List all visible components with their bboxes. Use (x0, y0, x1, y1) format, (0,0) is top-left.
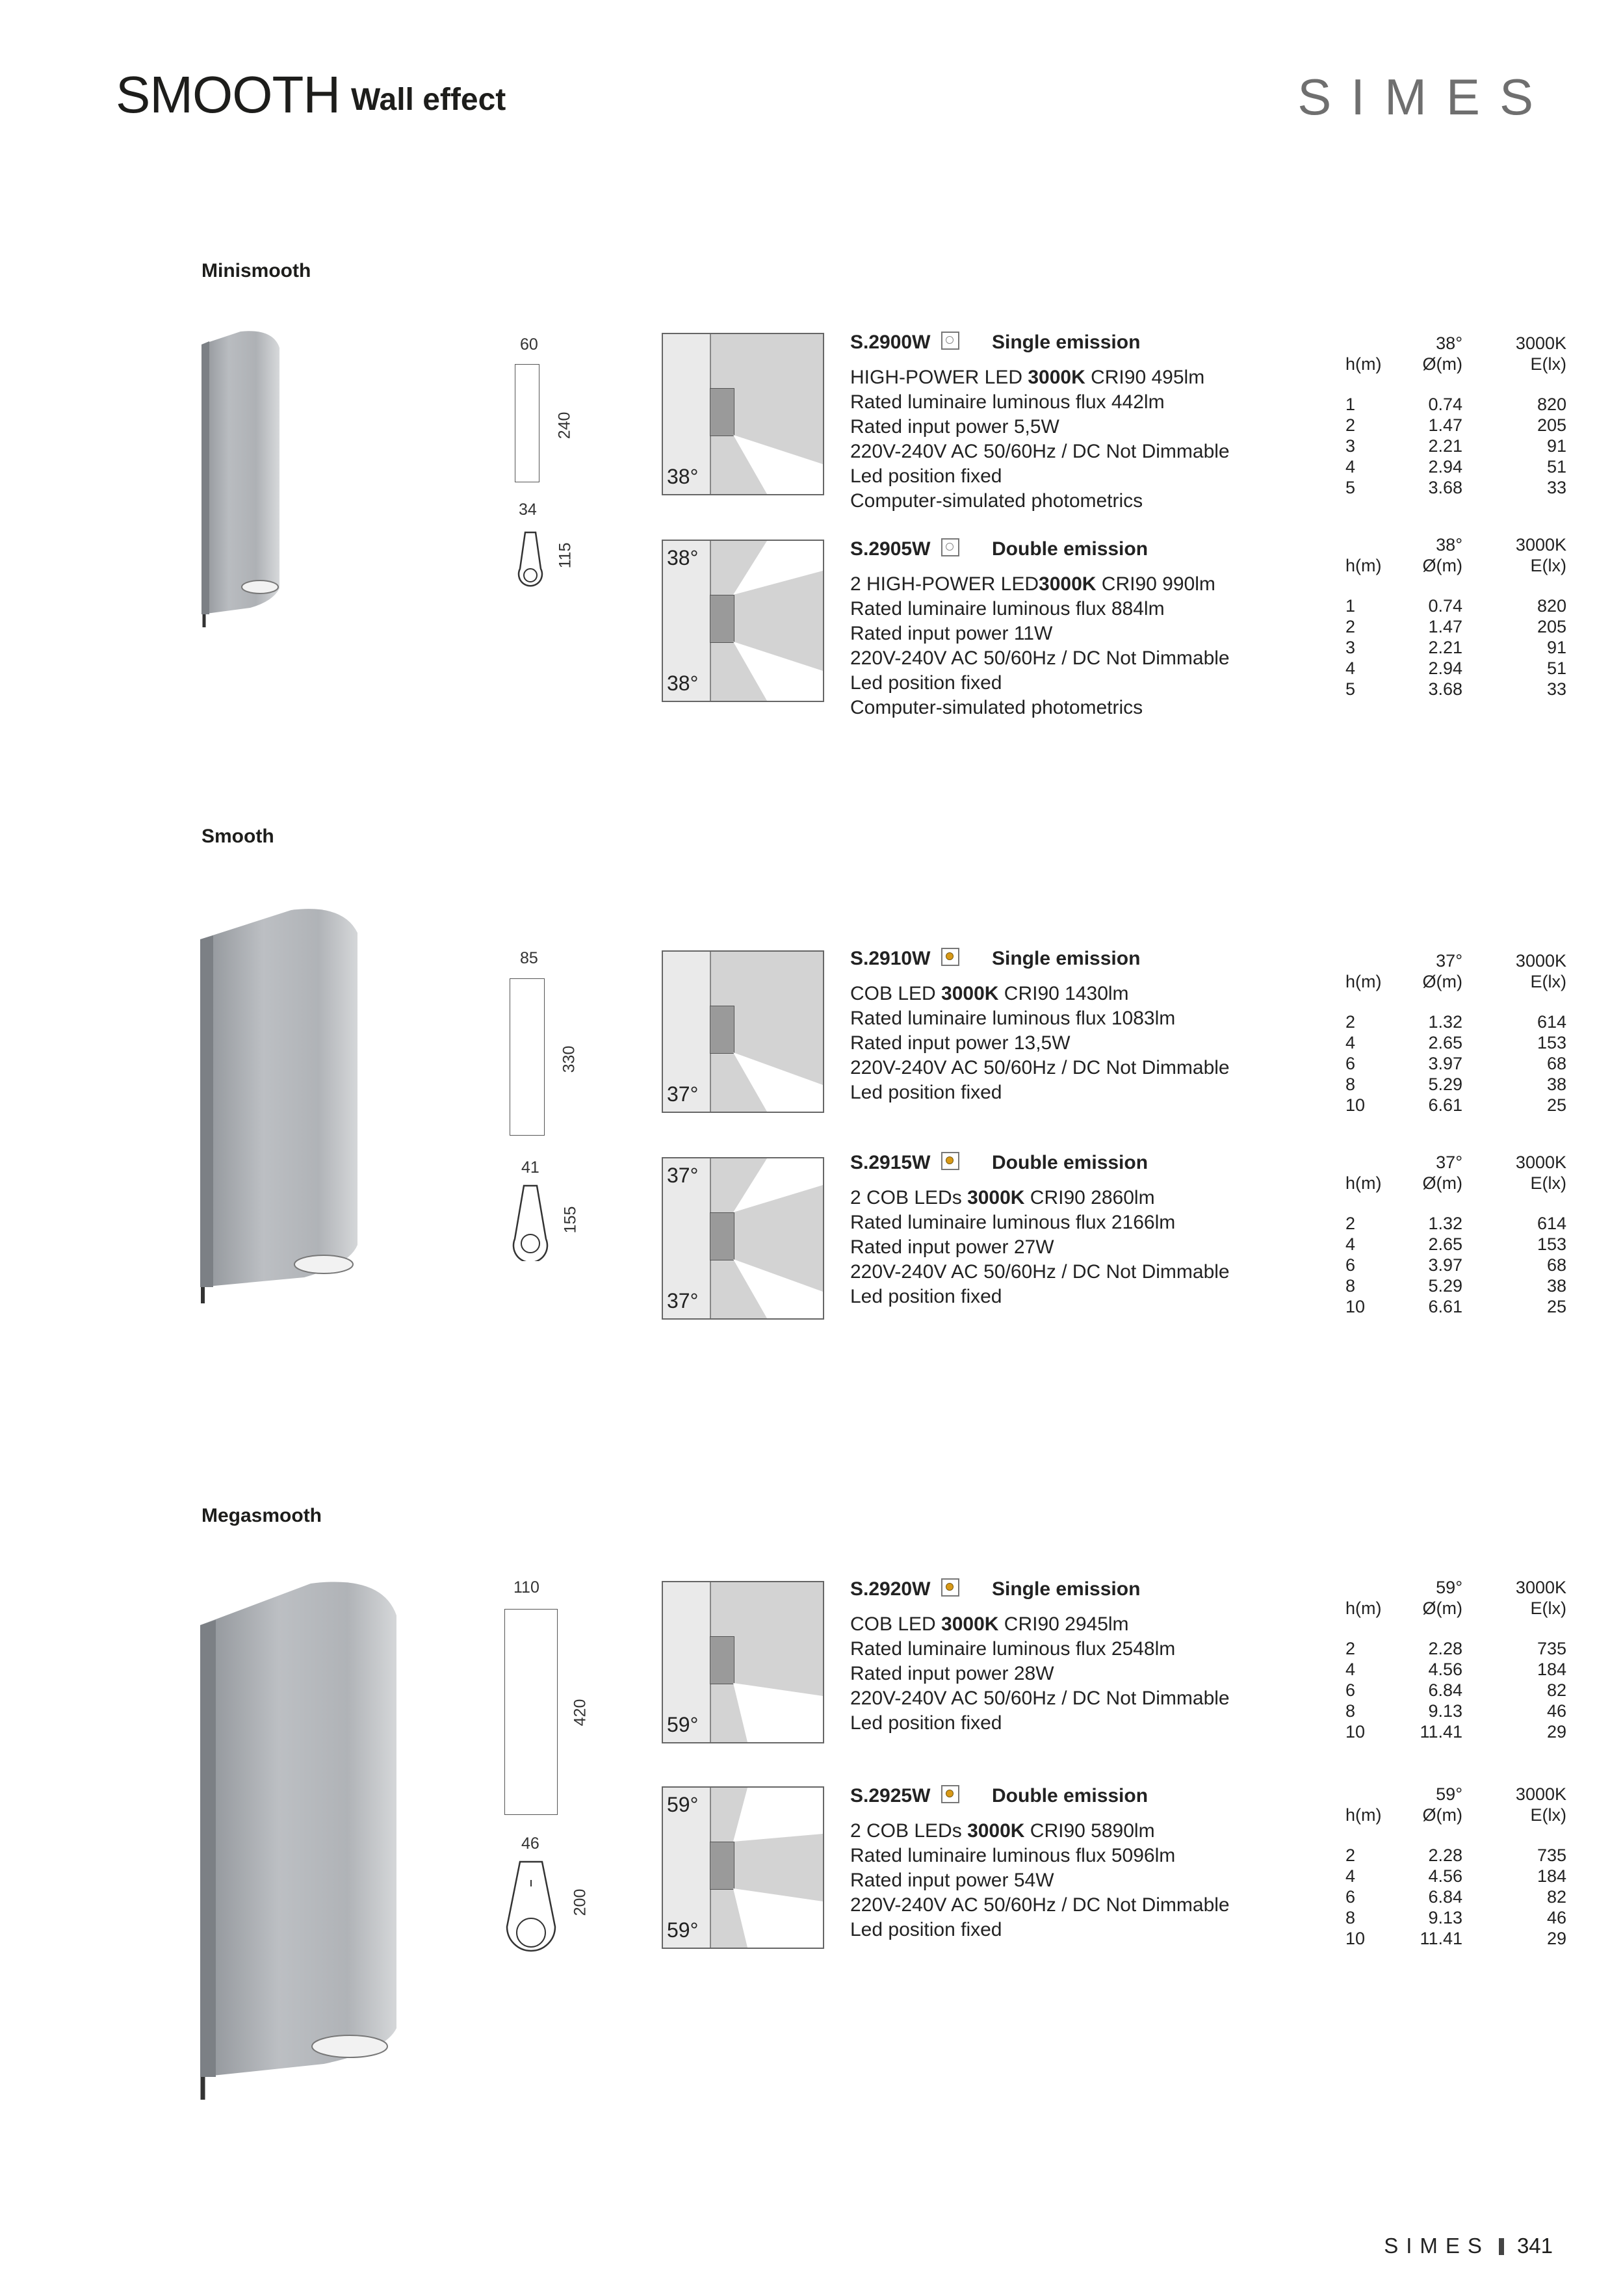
table-angle: 59° (1436, 1784, 1462, 1804)
side-dimension-outline (504, 1859, 558, 1957)
table-row: 4 2.94 51 (1345, 457, 1566, 476)
beam-angle-label: 37° (667, 1082, 699, 1106)
table-row: 3 2.21 91 (1345, 638, 1566, 657)
spec-line: Rated luminaire luminous flux 442lm (850, 391, 1165, 413)
spec-line: Led position fixed (850, 1919, 1002, 1940)
spec-cct: 3000K (941, 1613, 999, 1635)
table-angle: 37° (1436, 951, 1462, 971)
footer-brand: SIMES (1384, 2234, 1490, 2258)
table-row: 8 9.13 46 (1345, 1701, 1566, 1721)
table-d-label: Ø(m) (1422, 556, 1462, 575)
table-angle: 59° (1436, 1578, 1462, 1597)
product-code: S.2905W (850, 538, 931, 560)
product-spec-s2900w (850, 330, 1266, 514)
page-footer (1384, 2234, 1553, 2258)
photometric-table-s2915w (1345, 1152, 1566, 1317)
front-dimension-box (510, 978, 545, 1136)
spec-cct: 3000K (1039, 573, 1097, 595)
product-code: S.2915W (850, 1152, 931, 1173)
beam-angle-label: 38° (667, 465, 699, 488)
spec-line: 220V-240V AC 50/60Hz / DC Not Dimmable (850, 1057, 1230, 1078)
table-row: 3 2.21 91 (1345, 436, 1566, 456)
photometric-diagram-double (662, 1786, 824, 1949)
spec-flux: CRI90 495lm (1085, 367, 1205, 388)
side-dimension-outline (517, 530, 543, 588)
table-e-label: E(lx) (1530, 972, 1566, 991)
table-d-label: Ø(m) (1422, 354, 1462, 374)
table-h-label: h(m) (1345, 1173, 1382, 1193)
table-row: 4 4.56 184 (1345, 1866, 1566, 1886)
table-cct: 3000K (1515, 1153, 1566, 1172)
table-h-label: h(m) (1345, 1805, 1382, 1825)
spec-line: Rated input power 11W (850, 623, 1053, 644)
spec-flux: CRI90 2945lm (998, 1613, 1129, 1635)
table-angle: 37° (1436, 1153, 1462, 1172)
table-d-label: Ø(m) (1422, 1173, 1462, 1193)
spec-line: Led position fixed (850, 465, 1002, 487)
product-image-minismooth (195, 328, 286, 627)
beam-angle-label: 37° (667, 1289, 699, 1312)
beam-angle-label: 38° (667, 546, 699, 569)
beam-angle-label: 37° (667, 1164, 699, 1187)
footer-separator (1499, 2238, 1504, 2255)
brand-logo: SIMES (1297, 68, 1553, 125)
product-spec-s2925w (850, 1784, 1266, 1942)
table-cct: 3000K (1515, 333, 1566, 353)
photometric-diagram-single (662, 1581, 824, 1743)
cob-led-icon (941, 1578, 959, 1597)
table-row: 6 3.97 68 (1345, 1255, 1566, 1275)
table-e-label: E(lx) (1530, 1598, 1566, 1618)
cob-led-icon (941, 1152, 959, 1170)
spec-line: Rated luminaire luminous flux 2166lm (850, 1212, 1176, 1233)
table-row: 1 0.74 820 (1345, 395, 1566, 414)
spec-line: Rated input power 54W (850, 1870, 1054, 1891)
spec-source: 2 COB LEDs (850, 1187, 968, 1208)
spec-line: 220V-240V AC 50/60Hz / DC Not Dimmable (850, 1688, 1230, 1709)
table-row: 8 5.29 38 (1345, 1075, 1566, 1094)
spec-line: 220V-240V AC 50/60Hz / DC Not Dimmable (850, 1261, 1230, 1283)
photometric-diagram-single (662, 333, 824, 495)
product-code: S.2925W (850, 1785, 931, 1807)
table-row: 2 1.32 614 (1345, 1012, 1566, 1032)
table-cct: 3000K (1515, 535, 1566, 554)
table-row: 6 6.84 82 (1345, 1887, 1566, 1907)
table-d-label: Ø(m) (1422, 1598, 1462, 1618)
spec-line: Computer-simulated photometrics (850, 697, 1143, 718)
spec-cct: 3000K (941, 983, 999, 1004)
spec-line: Led position fixed (850, 1712, 1002, 1734)
product-code: S.2920W (850, 1578, 931, 1600)
spec-source: 2 COB LEDs (850, 1820, 968, 1842)
spec-flux: CRI90 990lm (1096, 573, 1215, 595)
table-h-label: h(m) (1345, 354, 1382, 374)
table-row: 10 11.41 29 (1345, 1722, 1566, 1742)
photometric-table-s2925w (1345, 1784, 1566, 1949)
table-row: 6 6.84 82 (1345, 1680, 1566, 1700)
spec-line: Rated luminaire luminous flux 2548lm (850, 1638, 1176, 1660)
dim-depth-width: 46 (521, 1834, 539, 1853)
photometric-table-s2905w (1345, 534, 1566, 699)
led-icon (941, 332, 959, 350)
product-code: S.2910W (850, 948, 931, 969)
table-row: 8 9.13 46 (1345, 1908, 1566, 1927)
spec-line: Led position fixed (850, 1286, 1002, 1307)
spec-source: COB LED (850, 1613, 942, 1635)
dim-height: 330 (560, 1045, 578, 1073)
table-row: 2 1.47 205 (1345, 617, 1566, 636)
product-spec-s2910w (850, 946, 1266, 1105)
spec-line: Rated luminaire luminous flux 884lm (850, 598, 1165, 620)
cob-led-icon (941, 1785, 959, 1803)
spec-source: COB LED (850, 983, 942, 1004)
product-image-smooth (194, 907, 363, 1303)
dim-depth: 115 (556, 542, 575, 569)
photometric-diagram-single (662, 950, 824, 1113)
page-number: 341 (1516, 2234, 1553, 2258)
table-row: 10 11.41 29 (1345, 1929, 1566, 1948)
table-row: 2 1.32 614 (1345, 1214, 1566, 1233)
spec-line: Rated input power 28W (850, 1663, 1054, 1684)
table-h-label: h(m) (1345, 556, 1382, 575)
dim-depth-width: 41 (521, 1158, 539, 1177)
table-row: 4 2.94 51 (1345, 659, 1566, 678)
spec-line: Rated luminaire luminous flux 5096lm (850, 1845, 1176, 1866)
table-row: 4 4.56 184 (1345, 1660, 1566, 1679)
table-row: 2 1.47 205 (1345, 415, 1566, 435)
spec-line: Rated luminaire luminous flux 1083lm (850, 1008, 1176, 1029)
table-row: 2 2.28 735 (1345, 1846, 1566, 1865)
section-title-minismooth: Minismooth (201, 260, 311, 281)
table-e-label: E(lx) (1530, 354, 1566, 374)
table-e-label: E(lx) (1530, 1173, 1566, 1193)
spec-cct: 3000K (967, 1187, 1025, 1208)
side-dimension-outline (512, 1183, 549, 1261)
dim-top-width: 60 (520, 335, 538, 354)
photometric-table-s2920w (1345, 1577, 1566, 1742)
front-dimension-box (504, 1609, 558, 1815)
table-row: 10 6.61 25 (1345, 1095, 1566, 1115)
table-row: 8 5.29 38 (1345, 1276, 1566, 1296)
table-h-label: h(m) (1345, 1598, 1382, 1618)
dim-height: 240 (555, 411, 574, 439)
spec-cct: 3000K (967, 1820, 1025, 1842)
table-d-label: Ø(m) (1422, 972, 1462, 991)
table-row: 4 2.65 153 (1345, 1033, 1566, 1052)
spec-line: 220V-240V AC 50/60Hz / DC Not Dimmable (850, 1894, 1230, 1916)
table-cct: 3000K (1515, 1784, 1566, 1804)
spec-line: 220V-240V AC 50/60Hz / DC Not Dimmable (850, 441, 1230, 462)
dim-depth-width: 34 (519, 501, 537, 519)
emission-type: Single emission (992, 1578, 1141, 1600)
spec-line: Led position fixed (850, 672, 1002, 694)
table-d-label: Ø(m) (1422, 1805, 1462, 1825)
product-image-megasmooth (194, 1580, 402, 2100)
spec-flux: CRI90 1430lm (998, 983, 1129, 1004)
product-spec-s2915w (850, 1151, 1266, 1309)
spec-line: Rated input power 5,5W (850, 416, 1059, 437)
table-e-label: E(lx) (1530, 1805, 1566, 1825)
photometric-table-s2910w (1345, 950, 1566, 1115)
table-cct: 3000K (1515, 951, 1566, 971)
table-row: 5 3.68 33 (1345, 478, 1566, 497)
emission-type: Single emission (992, 332, 1141, 353)
spec-source: 2 HIGH-POWER LED (850, 573, 1039, 595)
table-row: 1 0.74 820 (1345, 596, 1566, 616)
led-icon (941, 538, 959, 556)
spec-line: Computer-simulated photometrics (850, 490, 1143, 512)
table-row: 6 3.97 68 (1345, 1054, 1566, 1073)
dim-top-width: 110 (513, 1578, 539, 1597)
beam-angle-label: 38° (667, 672, 699, 695)
spec-line: Rated input power 13,5W (850, 1032, 1071, 1054)
table-row: 4 2.65 153 (1345, 1234, 1566, 1254)
table-h-label: h(m) (1345, 972, 1382, 991)
emission-type: Double emission (992, 1152, 1149, 1173)
section-title-megasmooth: Megasmooth (201, 1505, 322, 1526)
page-subtitle: Wall effect (351, 83, 506, 117)
table-row: 5 3.68 33 (1345, 679, 1566, 699)
spec-line: Rated input power 27W (850, 1236, 1054, 1258)
dim-depth: 200 (571, 1888, 590, 1916)
beam-angle-label: 59° (667, 1793, 699, 1816)
product-spec-s2920w (850, 1577, 1266, 1736)
beam-angle-label: 59° (667, 1713, 699, 1736)
front-dimension-box (515, 364, 539, 482)
beam-angle-label: 59° (667, 1918, 699, 1942)
page-title: SMOOTH (116, 66, 341, 124)
dim-top-width: 85 (520, 949, 538, 967)
product-code: S.2900W (850, 332, 931, 353)
photometric-diagram-double (662, 540, 824, 702)
section-title-smooth: Smooth (201, 826, 274, 847)
spec-flux: CRI90 2860lm (1024, 1187, 1155, 1208)
spec-line: 220V-240V AC 50/60Hz / DC Not Dimmable (850, 647, 1230, 669)
emission-type: Single emission (992, 948, 1141, 969)
spec-source: HIGH-POWER LED (850, 367, 1028, 388)
table-cct: 3000K (1515, 1578, 1566, 1597)
spec-line: Led position fixed (850, 1082, 1002, 1103)
photometric-diagram-double (662, 1157, 824, 1320)
cob-led-icon (941, 948, 959, 966)
photometric-table-s2900w (1345, 333, 1566, 498)
product-spec-s2905w (850, 537, 1266, 720)
spec-flux: CRI90 5890lm (1024, 1820, 1155, 1842)
table-angle: 38° (1436, 333, 1462, 353)
table-angle: 38° (1436, 535, 1462, 554)
emission-type: Double emission (992, 538, 1149, 560)
table-row: 10 6.61 25 (1345, 1297, 1566, 1316)
spec-cct: 3000K (1028, 367, 1085, 388)
dim-depth: 155 (561, 1206, 580, 1234)
table-e-label: E(lx) (1530, 556, 1566, 575)
table-row: 2 2.28 735 (1345, 1639, 1566, 1658)
emission-type: Double emission (992, 1785, 1149, 1807)
dim-height: 420 (571, 1699, 590, 1727)
